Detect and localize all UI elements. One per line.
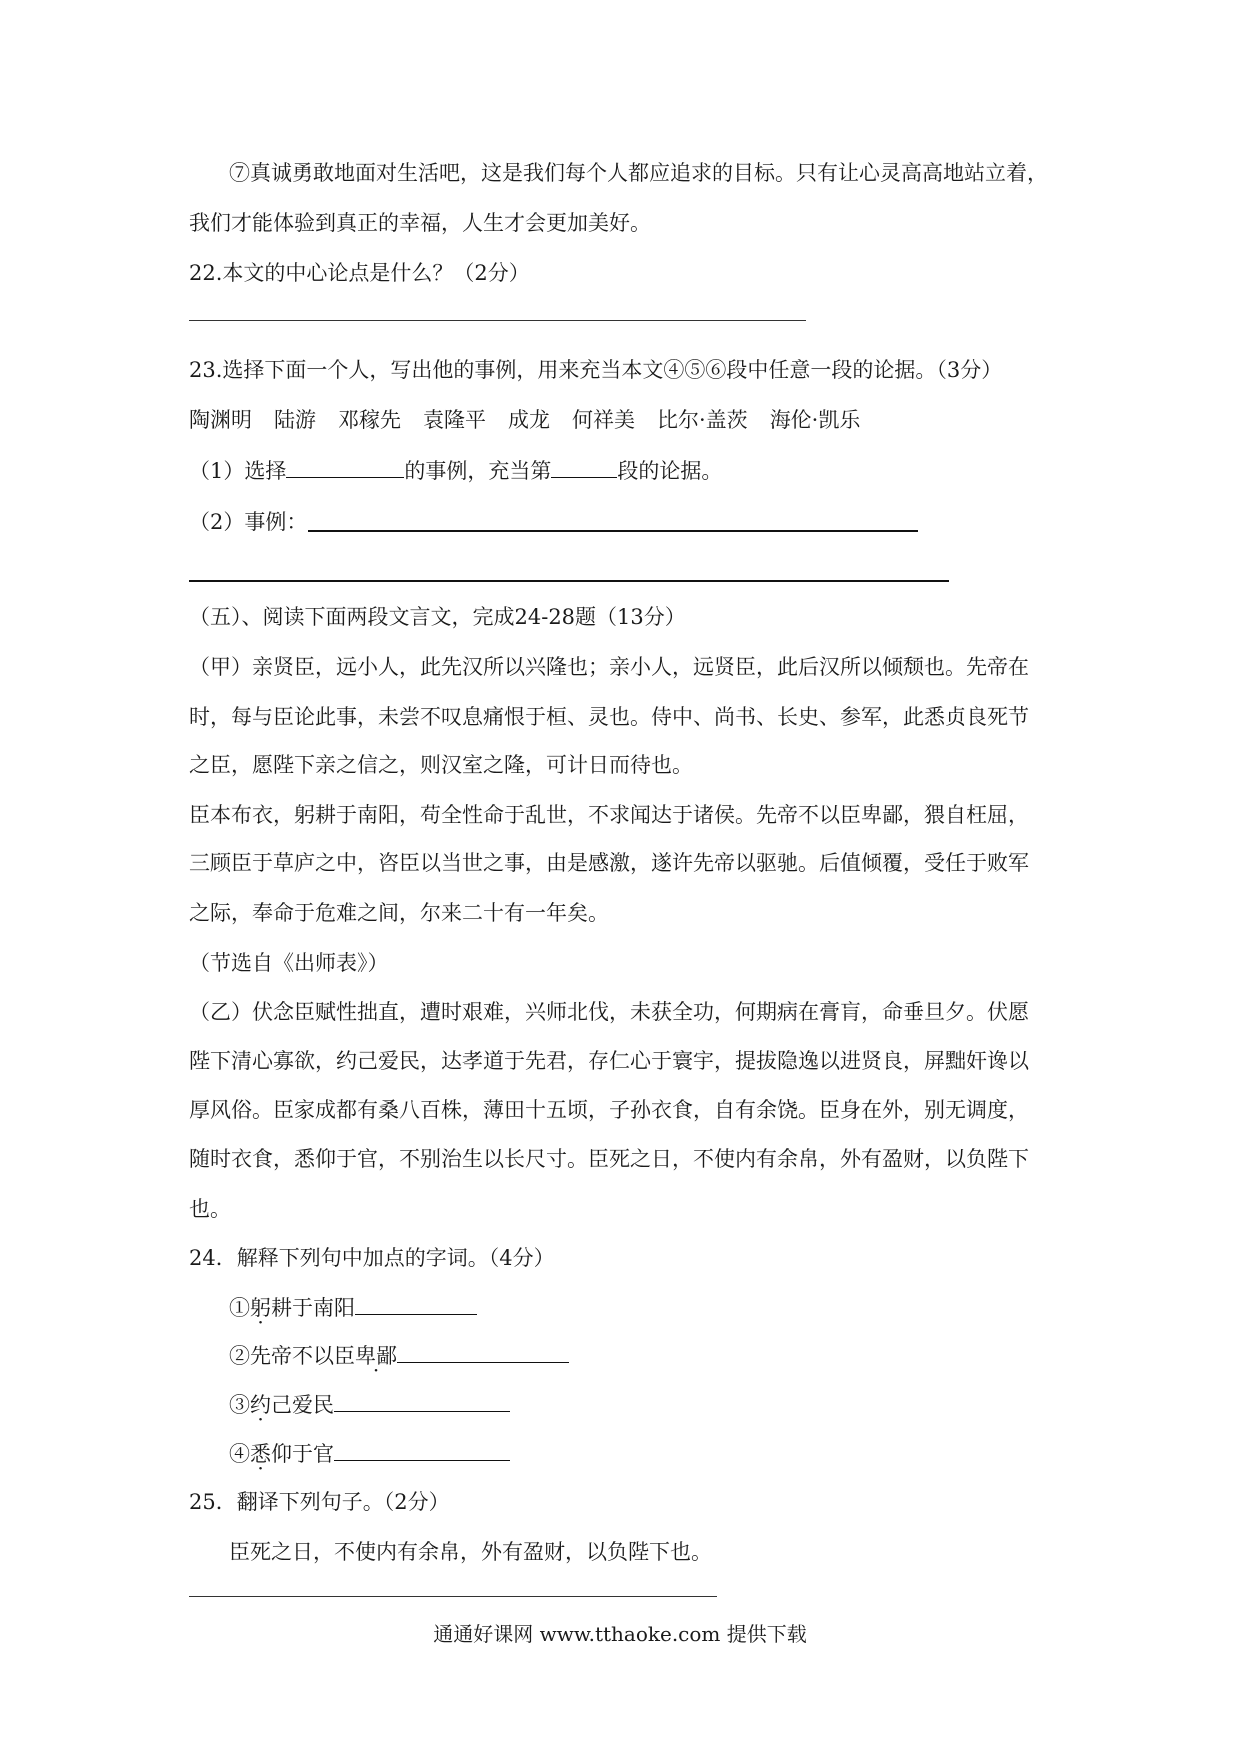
person-name: 成龙 [508, 408, 550, 432]
person-name: 海伦·凯乐 [769, 408, 861, 432]
item-3-blank[interactable] [334, 1389, 510, 1412]
page-footer: 通通好课网 www.tthaoke.com 提供下载 [433, 1622, 807, 1646]
text-jia-line-2: 时，每与臣论此事，未尝不叹息痛恨于桓、灵也。侍中、尚书、长史、参军，此悉贞良死节 [189, 705, 1029, 729]
item-1-blank[interactable] [355, 1292, 477, 1315]
passage-paragraph-7-line-1: ⑦真诚勇敢地面对生活吧，这是我们每个人都应追求的目标。只有让心灵高高地站立着， [229, 161, 1048, 185]
person-name: 比尔·盖茨 [657, 408, 748, 432]
question-24-item-2 [229, 1340, 569, 1371]
sub1-mid: 的事例，充当第 [404, 459, 552, 483]
answer-line-22[interactable] [189, 320, 806, 321]
item-1-dotted-word: 躬 [250, 1296, 271, 1320]
paragraph-blank[interactable] [551, 455, 617, 478]
question-24: 24．解释下列句中加点的字词。（4分） [189, 1246, 555, 1270]
text-jia-2-line-2: 三顾臣于草庐之中，咨臣以当世之事，由是感激，遂许先帝以驱驰。后值倾覆，受任于败军 [189, 851, 1029, 875]
text-jia-2-line-3: 之际，奉命于危难之间，尔来二十有一年矣。 [189, 901, 609, 925]
question-23-sub-1 [189, 455, 722, 486]
text-yi-line-1: （乙）伏念臣赋性拙直，遭时艰难，兴师北伐，未获全功，何期病在膏肓，命垂旦夕。伏愿 [189, 1000, 1029, 1024]
text-yi-line-3: 厚风俗。臣家成都有桑八百株，薄田十五顷，子孙衣食，自有余饶。臣身在外，别无调度， [189, 1098, 1029, 1122]
sub1-label: （1）选择 [189, 459, 287, 483]
question-25-sentence: 臣死之日，不使内有余帛，外有盈财，以负陛下也。 [229, 1540, 712, 1564]
text-jia-line-1: （甲）亲贤臣，远小人，此先汉所以兴隆也；亲小人，远贤臣，此后汉所以倾颓也。先帝在 [189, 655, 1029, 679]
example-answer-line-2[interactable] [189, 580, 949, 582]
person-blank[interactable] [286, 455, 404, 478]
person-name: 邓稼先 [338, 408, 401, 432]
item-3-number: ③ [229, 1393, 250, 1417]
question-24-item-3 [229, 1389, 510, 1420]
person-name: 何祥美 [572, 408, 635, 432]
person-name: 陶渊明 [189, 408, 252, 432]
question-25: 25．翻译下列句子。（2分） [189, 1490, 450, 1514]
source-note: （节选自《出师表》） [189, 951, 389, 975]
item-1-rest: 耕于南阳 [271, 1296, 355, 1320]
question-24-item-4 [229, 1438, 510, 1469]
question-22: 22.本文的中心论点是什么？（2分） [189, 261, 530, 285]
text-jia-2-line-1: 臣本布衣，躬耕于南阳，苟全性命于乱世，不求闻达于诸侯。先帝不以臣卑鄙，猥自枉屈， [189, 803, 1029, 827]
person-name: 陆游 [274, 408, 316, 432]
item-4-blank[interactable] [334, 1438, 510, 1461]
question-23: 23.选择下面一个人，写出他的事例，用来充当本文④⑤⑥段中任意一段的论据。（3分） [189, 358, 1003, 382]
item-1-number: ① [229, 1296, 250, 1320]
text-jia-line-3: 之臣，愿陛下亲之信之，则汉室之隆，可计日而待也。 [189, 753, 693, 777]
item-2-blank[interactable] [397, 1340, 569, 1363]
text-yi-line-4: 随时衣食，悉仰于官，不别治生以长尺寸。臣死之日，不使内有余帛，外有盈财，以负陛下 [189, 1147, 1029, 1171]
question-23-sub-2: （2）事例： [189, 510, 308, 534]
person-name: 袁隆平 [423, 408, 486, 432]
passage-paragraph-7-line-2: 我们才能体验到真正的幸福，人生才会更加美好。 [189, 211, 651, 235]
item-2-dotted-word: 卑鄙 [355, 1344, 397, 1368]
text-yi-line-5: 也。 [189, 1197, 231, 1221]
text-yi-line-2: 陛下清心寡欲，约己爱民，达孝道于先君，存仁心于寰宇，提拔隐逸以进贤良，屏黜奸谗以 [189, 1049, 1029, 1073]
item-4-number: ④ [229, 1442, 250, 1466]
item-4-rest: 仰于官 [271, 1442, 334, 1466]
item-3-dotted-word: 约 [250, 1393, 271, 1417]
section-5-heading: （五）、阅读下面两段文言文，完成24-28题（13分） [189, 605, 686, 629]
example-answer-line-1[interactable] [308, 530, 918, 532]
person-list [189, 405, 882, 435]
item-4-dotted-word: 悉 [250, 1442, 271, 1466]
question-24-item-1 [229, 1292, 477, 1323]
item-3-rest: 己爱民 [271, 1393, 334, 1417]
sub1-end: 段的论据。 [617, 459, 723, 483]
item-2-text: ②先帝不以臣 [229, 1344, 355, 1368]
answer-line-25[interactable] [189, 1596, 717, 1597]
